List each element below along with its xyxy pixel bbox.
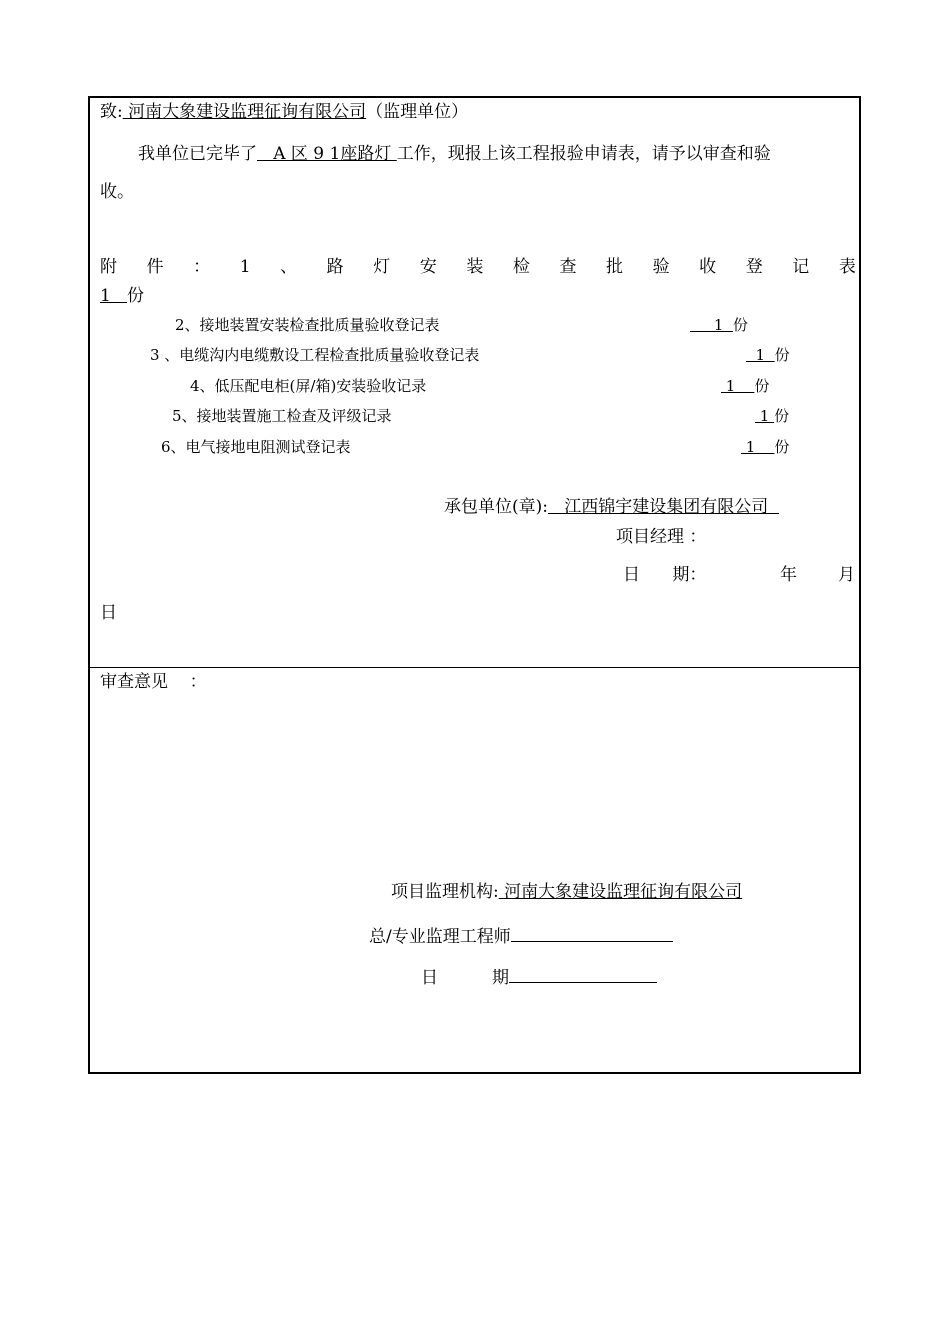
statement-prefix: 我单位已完毕了 <box>138 144 257 164</box>
supervision-unit-name: 河南大象建设监理征询有限公司 <box>122 102 367 122</box>
attachment-item-2-count: 1 份 <box>690 316 748 334</box>
statement-suffix: 工作，现报上该工程报验申请表，请予以审查和验 <box>396 144 771 164</box>
attachment-item-2: 2、接地装置安装检查批质量验收登记表 <box>175 316 440 334</box>
supervision-org-name: 河南大象建设监理征询有限公司 <box>498 882 743 902</box>
project-name: A 区 9 1座路灯 <box>257 144 397 164</box>
contractor-line <box>444 499 779 516</box>
statement-line-1 <box>138 146 771 163</box>
contractor-date-year: 年 <box>780 565 797 585</box>
attachment-item-3-count: 1 份 <box>746 346 790 364</box>
contractor-date-label: 日 期： <box>623 565 707 585</box>
contractor-label: 承包单位(章): <box>444 497 548 517</box>
attachment-item-3: 3 、电缆沟内电缆敷设工程检查批质量验收登记表 <box>150 346 480 364</box>
review-date-blank <box>509 968 657 983</box>
attachment-item-1-count: 1 份 <box>100 286 145 306</box>
addressee-line <box>100 104 468 121</box>
application-form <box>88 96 861 1074</box>
section-divider <box>90 667 859 668</box>
contractor-date-day: 日 <box>100 603 117 623</box>
review-date-label: 日 期 <box>421 968 510 988</box>
statement-line-2: 收。 <box>100 182 134 202</box>
supervision-engineer-line <box>369 927 673 946</box>
attachment-item-5: 5、接地装置施工检查及评级记录 <box>172 407 392 425</box>
attachment-item-6-count: 1 份 <box>741 438 790 456</box>
review-opinion-label: 审查意见 ： <box>100 672 207 692</box>
contractor-name: 江西锦宇建设集团有限公司 <box>548 497 780 517</box>
attachment-item-4: 4、低压配电柜(屏/箱)安装验收记录 <box>190 377 427 395</box>
attachment-item-4-count: 1 份 <box>721 377 770 395</box>
addressee-prefix: 致: <box>100 102 123 122</box>
supervision-org-label: 项目监理机构: <box>391 882 499 902</box>
engineer-signature-line <box>511 927 673 942</box>
attachment-item-1: 附 件 ： 1 、 路 灯 安 装 检 查 批 验 收 登 记 表 <box>100 257 856 277</box>
supervision-engineer-label: 总/专业监理工程师 <box>369 927 511 947</box>
review-date-line <box>421 968 657 987</box>
supervision-org-line <box>391 884 742 901</box>
attachment-item-5-count: 1 份 <box>755 407 790 425</box>
contractor-date-month: 月 <box>838 565 855 585</box>
attachment-item-6: 6、电气接地电阻测试登记表 <box>161 438 351 456</box>
addressee-suffix: （监理单位） <box>366 102 469 122</box>
project-manager-label: 项目经理 ： <box>616 527 707 547</box>
